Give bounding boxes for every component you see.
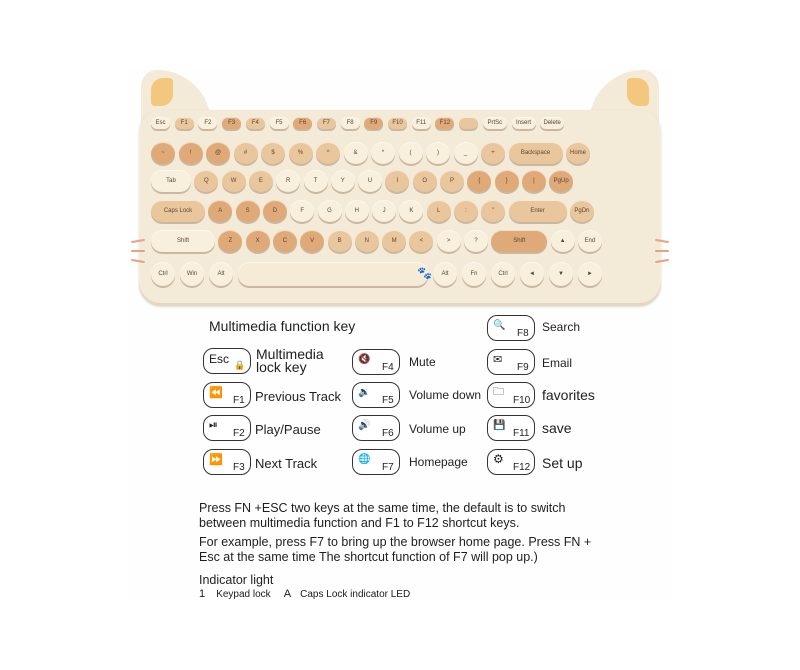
key-row4-11: Shift <box>491 230 547 252</box>
key-row4-1: Z <box>218 230 242 252</box>
key-row5-5: Fn <box>462 262 486 286</box>
cat-keyboard-image <box>135 70 665 310</box>
lock-icon: 🔒 <box>234 360 246 370</box>
f6-key-diagram: 🔊 F6 <box>352 415 400 441</box>
key-row2-8: I <box>385 170 409 192</box>
indicator-title: Indicator light <box>199 573 274 587</box>
note-paragraph-1: Press FN +ESC two keys at the same time, the default is to switch between multimedia function and F1 to F12 shortcut keys. <box>199 501 566 530</box>
key-row0-12: F12 <box>435 117 454 129</box>
key-row4-7: M <box>382 230 406 252</box>
key-row2-5: T <box>304 170 328 192</box>
key-row4-10: ? <box>464 230 488 252</box>
key-row3-12: Enter <box>509 200 567 222</box>
keypad-lock-label: Keypad lock <box>216 589 271 600</box>
key-row2-13: | <box>522 170 546 192</box>
legend-label-save: save <box>542 420 572 436</box>
legend-label-play-pause: Play/Pause <box>255 422 321 437</box>
key-row0-3: F3 <box>222 117 241 129</box>
key-row3-8: K <box>399 200 423 222</box>
key-row5-7: ◄ <box>520 262 544 286</box>
indicator-row <box>199 588 499 600</box>
legend-label-favorites: favorites <box>542 387 595 403</box>
legend-label-previous-track: Previous Track <box>255 389 341 404</box>
key-row5-9: ► <box>578 262 602 286</box>
key-row2-11: { <box>467 170 491 192</box>
key-row4-6: N <box>355 230 379 252</box>
key-row1-14: Home <box>566 142 590 164</box>
legend-label-set-up: Set up <box>542 455 583 471</box>
key-row2-2: W <box>222 170 246 192</box>
mute-icon: 🔇 <box>358 353 371 365</box>
save-icon: 💾 <box>493 419 506 431</box>
key-row5-8: ▼ <box>549 262 573 286</box>
key-row1-2: @ <box>206 142 230 164</box>
key-row0-7: F7 <box>317 117 336 129</box>
key-row3-4: F <box>290 200 314 222</box>
key-row4-2: X <box>246 230 270 252</box>
key-row4-12: ▲ <box>551 230 575 252</box>
rewind-icon: ⏪ <box>209 386 223 399</box>
key-row4-4: V <box>300 230 324 252</box>
key-row3-3: D <box>263 200 287 222</box>
f2-key-diagram: ⏯ F2 <box>203 415 251 441</box>
key-row0-1: F1 <box>175 117 194 129</box>
key-row2-3: E <box>249 170 273 192</box>
legend-label-search: Search <box>542 320 581 334</box>
key-row2-9: O <box>413 170 437 192</box>
esc-key-diagram: Esc 🔒 <box>203 348 251 374</box>
f8-key-diagram: 🔍 F8 <box>487 315 535 341</box>
volume-up-icon: 🔊 <box>358 419 371 431</box>
volume-down-icon: 🔉 <box>358 386 371 398</box>
key-row2-0: Tab <box>151 170 191 192</box>
key-row3-2: S <box>236 200 260 222</box>
key-row3-5: G <box>318 200 342 222</box>
f10-key-diagram: 🗀 F10 <box>487 382 535 408</box>
caps-lock-symbol: A <box>283 588 292 600</box>
key-row0-6: F6 <box>293 117 312 129</box>
key-row2-10: P <box>440 170 464 192</box>
key-row2-7: U <box>358 170 382 192</box>
paw-print-icon: 🐾 <box>417 266 432 280</box>
fast-forward-icon: ⏩ <box>209 453 223 466</box>
key-row3-1: A <box>208 200 232 222</box>
key-row1-4: $ <box>261 142 285 164</box>
key-row5-4: Alt <box>433 262 457 286</box>
key-row2-1: Q <box>194 170 218 192</box>
browser-icon: 🌐 <box>358 453 371 465</box>
key-row4-9: > <box>437 230 461 252</box>
key-spacebar <box>238 262 428 286</box>
gear-icon: ⚙ <box>493 452 504 466</box>
legend-label-email: Email <box>542 356 573 370</box>
key-row3-0: Caps Lock <box>151 200 205 222</box>
keypad-lock-symbol: 1 <box>199 588 206 600</box>
f4-key-diagram: 🔇 F4 <box>352 349 400 375</box>
f12-key-diagram: ⚙ F12 <box>487 449 535 475</box>
key-row5-0: Ctrl <box>151 262 175 286</box>
key-row1-13: Backspace <box>509 142 563 164</box>
key-row4-13: End <box>578 230 602 252</box>
key-row3-11: " <box>481 200 505 222</box>
key-row0-13 <box>459 117 478 129</box>
f1-key-diagram: ⏪ F1 <box>203 382 251 408</box>
key-row1-8: * <box>371 142 395 164</box>
f3-key-diagram: ⏩ F3 <box>203 449 251 475</box>
legend-label-mute: Mute <box>409 355 436 369</box>
email-icon: ✉ <box>493 353 503 366</box>
key-row1-3: # <box>234 142 258 164</box>
key-row2-12: } <box>495 170 519 192</box>
key-row4-3: C <box>273 230 297 252</box>
key-row1-10: ) <box>426 142 450 164</box>
f9-key-diagram: ✉ F9 <box>487 349 535 375</box>
key-row0-16: Delete <box>540 117 564 129</box>
key-row3-13: PgDn <box>570 200 594 222</box>
key-row0-5: F5 <box>270 117 289 129</box>
legend-label-volume-down: Volume down <box>409 388 482 402</box>
key-row1-12: + <box>481 142 505 164</box>
key-row5-2: Alt <box>209 262 233 286</box>
key-row0-9: F9 <box>364 117 383 129</box>
key-row3-10: : <box>454 200 478 222</box>
key-row3-6: H <box>345 200 369 222</box>
key-row4-0: Shift <box>151 230 215 252</box>
key-row1-7: & <box>344 142 368 164</box>
key-row1-9: ( <box>399 142 423 164</box>
folder-icon: 🗀 <box>493 385 504 398</box>
key-row3-7: J <box>372 200 396 222</box>
key-row5-1: Win <box>180 262 204 286</box>
legend-label-homepage: Homepage <box>409 455 468 469</box>
key-row0-11: F11 <box>412 117 431 129</box>
key-row1-11: _ <box>454 142 478 164</box>
key-row3-9: L <box>427 200 451 222</box>
key-row1-5: % <box>289 142 313 164</box>
f5-key-diagram: 🔉 F5 <box>352 382 400 408</box>
key-row0-4: F4 <box>246 117 265 129</box>
note-paragraph-2: For example, press F7 to bring up the browser home page. Press FN + Esc at the same time The shortcut function of F7 will pop up.) <box>199 535 592 564</box>
legend-label-next-track: Next Track <box>255 456 318 471</box>
key-row0-2: F2 <box>198 117 217 129</box>
search-icon: 🔍 <box>493 319 506 331</box>
key-row1-0: ~ <box>151 142 175 164</box>
legend-title: Multimedia function key <box>209 318 356 334</box>
play-pause-icon: ⏯ <box>209 418 218 431</box>
key-row1-1: ! <box>179 142 203 164</box>
key-row1-6: ^ <box>316 142 340 164</box>
key-row2-6: Y <box>331 170 355 192</box>
key-row2-4: R <box>276 170 300 192</box>
key-row0-8: F8 <box>341 117 360 129</box>
key-row4-5: B <box>328 230 352 252</box>
key-row2-14: PgUp <box>549 170 573 192</box>
caps-lock-label: Caps Lock indicator LED <box>300 589 411 600</box>
f7-key-diagram: 🌐 F7 <box>352 449 400 475</box>
key-row0-15: Insert <box>512 117 536 129</box>
key-row0-10: F10 <box>388 117 407 129</box>
f11-key-diagram: 💾 F11 <box>487 415 535 441</box>
key-row5-6: Ctrl <box>491 262 515 286</box>
key-row0-0: Esc <box>151 117 170 129</box>
legend-label-volume-up: Volume up <box>409 422 466 436</box>
key-row4-8: < <box>409 230 433 252</box>
legend-label-multimedia-lock: Multimedia lock key <box>256 346 324 375</box>
key-row0-14: PrtSc <box>483 117 507 129</box>
